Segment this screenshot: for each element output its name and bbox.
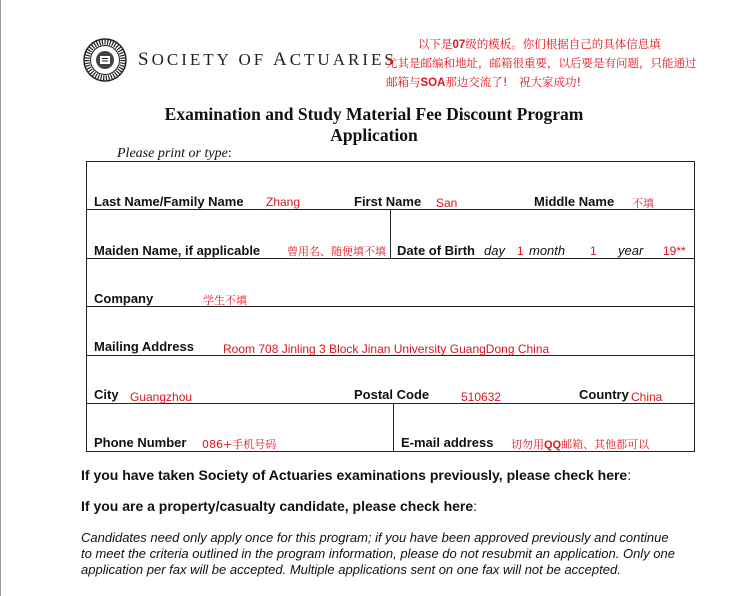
- city-field[interactable]: Guangzhou: [130, 390, 193, 404]
- first-name-label: First Name: [354, 194, 422, 209]
- row-divider: [86, 306, 695, 307]
- company-field[interactable]: 学生不填: [203, 294, 247, 307]
- maiden-name-field[interactable]: 曾用名、随便填不填: [287, 245, 386, 258]
- annotation-note-line2: 尤其是邮编和地址，邮箱很重要，以后要是有问题，只能通过: [386, 56, 697, 70]
- maiden-name-label: Maiden Name, if applicable: [94, 243, 261, 258]
- phone-number-field[interactable]: 086+手机号码: [202, 438, 277, 451]
- col-divider: [390, 209, 391, 258]
- city-label: City: [94, 387, 119, 402]
- first-name-field[interactable]: San: [436, 196, 458, 210]
- middle-name-label: Middle Name: [534, 194, 615, 209]
- last-name-label: Last Name/Family Name: [94, 194, 244, 209]
- print-instruction: Please print or type:: [117, 146, 232, 161]
- annotation-note-line3: 邮箱与SOA那边交流了! 祝大家成功!: [386, 75, 582, 89]
- dob-day-label: day: [484, 243, 505, 258]
- instructions-paragraph: Candidates need only apply once for this program; if you have been approved previously and continue to meet the criteria outlined in the program information, please do not resubmit an application. Only one application per fax will be accepted. Multiple applications sent on one fax will not be accepted.: [81, 530, 676, 577]
- dob-day-field[interactable]: 1: [517, 244, 524, 258]
- previous-exam-question: If you have taken Society of Actuaries examinations previously, please check here:: [81, 467, 632, 483]
- page-left-edge: [0, 0, 1, 596]
- row-divider: [86, 258, 695, 259]
- country-label: Country: [579, 387, 629, 402]
- property-casualty-question: If you are a property/casualty candidate, please check here:: [81, 498, 478, 514]
- dob-month-label: month: [529, 243, 566, 258]
- last-name-field[interactable]: Zhang: [266, 195, 301, 209]
- email-field[interactable]: 切勿用QQ邮箱、其他都可以: [511, 438, 650, 451]
- postal-code-label: Postal Code: [354, 387, 430, 402]
- page-subtitle: Application: [330, 125, 418, 145]
- middle-name-field[interactable]: 不填: [632, 197, 654, 210]
- soa-seal-logo: [83, 38, 127, 82]
- date-of-birth-label: Date of Birth: [397, 243, 475, 258]
- annotation-note-line1: 以下是07级的模板。你们根据自己的具体信息填: [418, 37, 661, 51]
- company-label: Company: [94, 291, 154, 306]
- col-divider: [393, 403, 394, 452]
- mailing-address-field[interactable]: Room 708 Jinling 3 Block Jinan University GuangDong China: [223, 342, 550, 356]
- mailing-address-label: Mailing Address: [94, 339, 194, 354]
- page-title: Examination and Study Material Fee Discount Program: [164, 104, 584, 124]
- postal-code-field[interactable]: 510632: [461, 390, 502, 404]
- email-label: E-mail address: [401, 435, 494, 450]
- phone-number-label: Phone Number: [94, 435, 187, 450]
- dob-year-label: year: [618, 243, 644, 258]
- dob-month-field[interactable]: 1: [590, 244, 597, 258]
- country-field[interactable]: China: [631, 390, 663, 404]
- organization-name: SOCIETY OF ACTUARIES: [138, 49, 397, 70]
- dob-year-field[interactable]: 19**: [663, 244, 686, 258]
